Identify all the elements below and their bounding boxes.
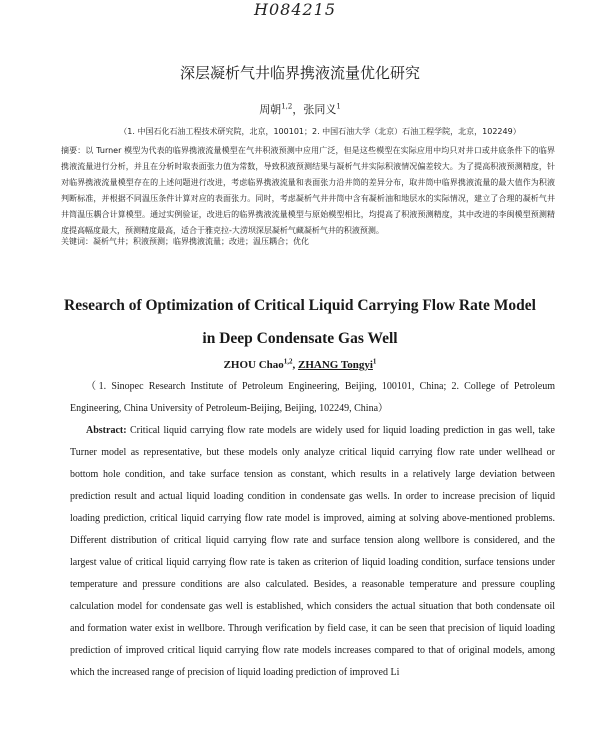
english-author-separator: , [292,359,299,371]
english-title-line-1: Research of Optimization of Critical Liquid Carrying Flow Rate Model [64,297,536,314]
english-abstract-text: Critical liquid carrying flow rate models are widely used for liquid loading prediction in gas well, take Turner model as representative, but these models only analyze critical liquid carrying flow rate under wellhead or bottom hole condition, and take surface tension as constant, which results in a relatively large deviation between prediction result and actual liquid loading condition in condensate gas wells. In order to increase precision of liquid loading prediction, critical liquid carrying flow rate model is improved, aiming at solving above-mentioned problems. Different distribution of critical liquid carrying flow rate and surface tension along wellbore is considered, and the largest value of critical liquid carrying flow rate is taken as criterion of liquid loading condition, surface tensions under temperature and pressure conditions are also calculated. Besides, a reasonable temperature and pressure coupling calculation model for condensate gas well is established, which considers the actual situation that both condensate oil and formation water exist in wellbore. Through verification by field case, it can be seen that precision of liquid loading prediction of improved critical liquid carrying flow rate models increases compared to that of original models, among which the increased range of precision of liquid loading prediction of improved Li [70,425,555,678]
chinese-author-2: 张同义 [303,103,337,116]
chinese-abstract-text: 以 Turner 模型为代表的临界携液流量模型在气井积液预测中应用广泛，但是这些模型在实际应用中均只对井口或井底条件下的临界携液流量进行分析，并且在分析时取表面张力值为常数，导致积液预测结果与凝析气井实际积液情况偏差较大。为了提高积液预测精度，针对临界携液流量模型存在的上述问题进行改进，考虑临界携液流量和表面张力沿井筒的差异分布，取井筒中临界携液流量的最大值作为积液判断标准，并根据不同温压条件计算对应的表面张力。同时，考虑凝析气井井筒中含有凝析油和地层水的实际情况，建立了合理的凝析气井井筒温压耦合计算模型。通过实例验证，改进后的临界携液流量模型与原始模型相比，均提高了积液预测精度，其中改进的李闽模型预测精度提高幅度最大，预测精度最高，适合于雅克拉-大涝坝深层凝析气藏凝析气井的积液预测。 [61,146,555,236]
english-author-2: ZHANG Tongyi [298,359,373,371]
chinese-abstract [61,143,555,240]
chinese-author-2-affil: 1 [336,102,341,111]
chinese-abstract-label: 摘要： [61,146,86,155]
chinese-keywords-text: 凝析气井；积液预测；临界携液流量；改进；温压耦合；优化 [93,237,309,246]
chinese-author-separator: ， [292,103,304,116]
english-authors [0,359,600,371]
chinese-keywords-label: 关键词： [61,237,93,246]
chinese-author-1: 周朝 [259,103,282,116]
chinese-keywords [61,236,555,247]
english-author-2-affil: 1 [372,357,377,366]
english-abstract-label: Abstract: [86,425,127,436]
english-author-1: ZHOU Chao [223,359,284,371]
chinese-affiliation: （1. 中国石化石油工程技术研究院，北京，100101；2. 中国石油大学（北京）石油工程学院，北京，102249） [119,127,521,136]
handwritten-note: H084215 [254,0,337,19]
chinese-title: 深层凝析气井临界携液流量优化研究 [179,64,420,82]
english-abstract [70,420,555,684]
chinese-authors [0,101,600,117]
english-title-line-2: in Deep Condensate Gas Well [202,330,398,347]
english-author-1-affil: 1,2 [283,357,293,366]
english-affiliation: （1. Sinopec Research Institute of Petroleum Engineering, Beijing, 100101, China; 2. College of Petroleum Engineering, China University of Petroleum-Beijing, Beijing, 102249, China） [70,381,555,414]
chinese-author-1-affil: 1,2 [281,102,293,111]
